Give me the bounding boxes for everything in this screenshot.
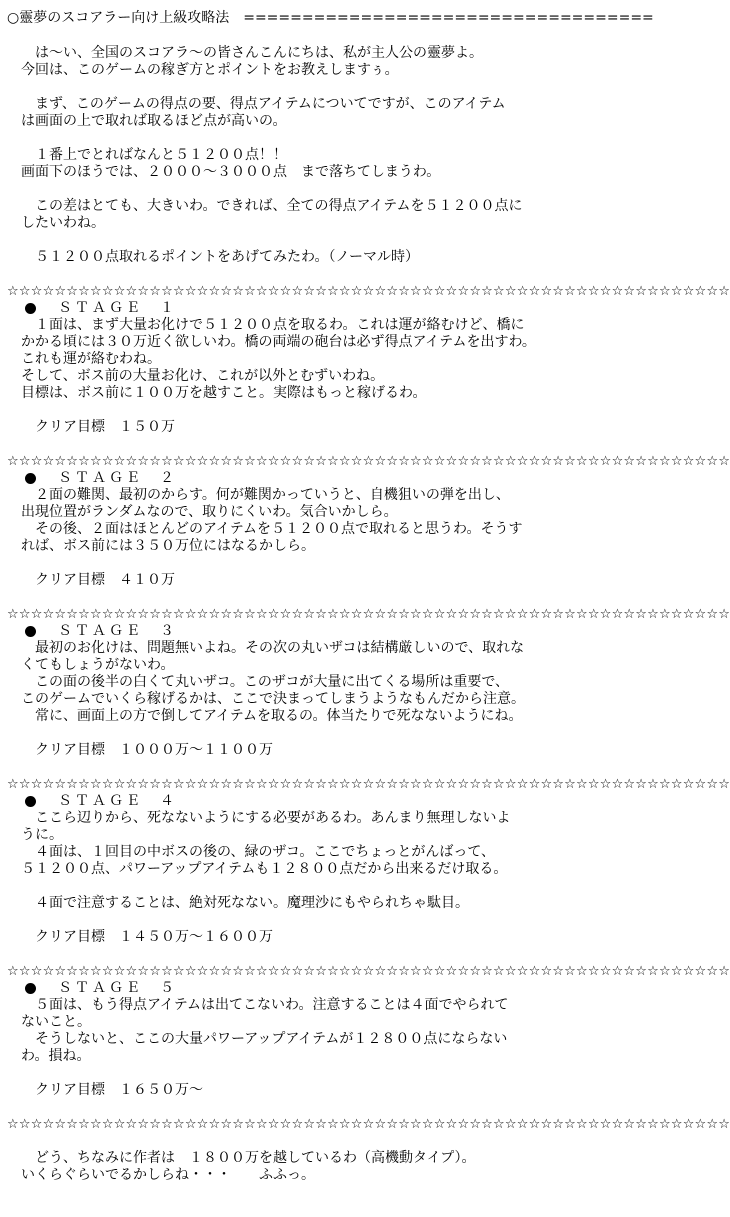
stage-heading: ＳＴＡＧＥ ２ <box>58 470 177 486</box>
stage-line: 最初のお化けは、問題無いよね。その次の丸いザコは結構厳しいので、取れな <box>7 640 525 656</box>
intro-line: したいわね。 <box>7 215 105 231</box>
stage-line: ここら辺りから、死なないようにする必要があるわ。あんまり無理しないよ <box>7 810 511 826</box>
star-divider: ☆☆☆☆☆☆☆☆☆☆☆☆☆☆☆☆☆☆☆☆☆☆☆☆☆☆☆☆☆☆☆☆☆☆☆☆☆☆☆☆☆☆☆☆☆☆☆☆☆☆☆☆☆☆☆☆☆☆☆☆☆ <box>7 1117 730 1132</box>
stage-heading: ＳＴＡＧＥ ３ <box>58 623 177 639</box>
stage-heading: ＳＴＡＧＥ ５ <box>58 980 177 996</box>
clear-target: クリア目標 ４１０万 <box>7 572 175 588</box>
stage-line: １面は、まず大量お化けで５１２００点を取るわ。これは運が絡むけど、橋に <box>7 317 525 333</box>
stage-line: ５１２００点、パワーアップアイテムも１２８００点だから出来るだけ取る。 <box>7 861 508 877</box>
intro-line: ５１２００点取れるポイントをあげてみたわ。（ノーマル時） <box>7 249 420 265</box>
stage-line: ５面は、もう得点アイテムは出てこないわ。注意することは４面でやられて <box>7 997 509 1013</box>
star-divider: ☆☆☆☆☆☆☆☆☆☆☆☆☆☆☆☆☆☆☆☆☆☆☆☆☆☆☆☆☆☆☆☆☆☆☆☆☆☆☆☆☆☆☆☆☆☆☆☆☆☆☆☆☆☆☆☆☆☆☆☆☆ <box>7 607 730 622</box>
intro-line: この差はとても、大きいわ。できれば、全ての得点アイテムを５１２００点に <box>7 198 523 214</box>
stage-line: 目標は、ボス前に１００万を越すこと。実際はもっと稼げるわ。 <box>7 385 427 401</box>
stage-line: ４面は、１回目の中ボスの後の、緑のザコ。ここでちょっとがんばって、 <box>7 844 496 860</box>
stage-line: くてもしょうがないわ。 <box>7 657 175 673</box>
star-divider: ☆☆☆☆☆☆☆☆☆☆☆☆☆☆☆☆☆☆☆☆☆☆☆☆☆☆☆☆☆☆☆☆☆☆☆☆☆☆☆☆☆☆☆☆☆☆☆☆☆☆☆☆☆☆☆☆☆☆☆☆☆ <box>7 454 730 469</box>
stage-line: れば、ボス前には３５０万位にはなるかしら。 <box>7 538 315 554</box>
bullet-icon <box>25 626 36 637</box>
stage-line: 出現位置がランダムなので、取りにくいわ。気合いかしら。 <box>7 504 398 520</box>
stage-line: ないこと。 <box>7 1014 91 1030</box>
star-divider: ☆☆☆☆☆☆☆☆☆☆☆☆☆☆☆☆☆☆☆☆☆☆☆☆☆☆☆☆☆☆☆☆☆☆☆☆☆☆☆☆☆☆☆☆☆☆☆☆☆☆☆☆☆☆☆☆☆☆☆☆☆ <box>7 777 730 792</box>
outro-line: どう、ちなみに作者は １８００万を越しているわ（高機動タイプ）。 <box>7 1150 476 1166</box>
intro-line: 今回は、このゲームの稼ぎ方とポイントをお教えしますぅ。 <box>7 62 399 78</box>
star-divider: ☆☆☆☆☆☆☆☆☆☆☆☆☆☆☆☆☆☆☆☆☆☆☆☆☆☆☆☆☆☆☆☆☆☆☆☆☆☆☆☆☆☆☆☆☆☆☆☆☆☆☆☆☆☆☆☆☆☆☆☆☆ <box>7 284 730 299</box>
stage-line: 常に、画面上の方で倒してアイテムを取るの。体当たりで死なないようにね。 <box>7 708 523 724</box>
bullet-icon <box>25 303 36 314</box>
intro-line: まず、このゲームの得点の要、得点アイテムについてですが、このアイテム <box>7 96 506 112</box>
star-divider: ☆☆☆☆☆☆☆☆☆☆☆☆☆☆☆☆☆☆☆☆☆☆☆☆☆☆☆☆☆☆☆☆☆☆☆☆☆☆☆☆☆☆☆☆☆☆☆☆☆☆☆☆☆☆☆☆☆☆☆☆☆ <box>7 964 730 979</box>
stage-line: これも運が絡むわね。 <box>7 351 161 367</box>
intro-line: は～い、全国のスコアラ～の皆さんこんにちは、私が主人公の靈夢よ。 <box>7 45 483 61</box>
bullet-icon <box>25 473 36 484</box>
stage-line: かかる頃には３０万近く欲しいわ。橋の両端の砲台は必ず得点アイテムを出すわ。 <box>7 334 536 350</box>
intro-line: １番上でとればなんと５１２００点！！ <box>7 147 287 163</box>
bullet-icon <box>25 983 36 994</box>
stage-line: うに。 <box>7 827 63 843</box>
clear-target: クリア目標 １６５０万～ <box>7 1082 203 1098</box>
document-title: ○靈夢のスコアラー向け上級攻略法 =================================== <box>7 10 654 26</box>
stage-line: このゲームでいくら稼げるかは、ここで決まってしまうようなもんだから注意。 <box>7 691 525 707</box>
intro-line: 画面下のほうでは、２０００～３０００点 まで落ちてしまうわ。 <box>7 164 441 180</box>
stage-heading: ＳＴＡＧＥ ４ <box>58 793 177 809</box>
stage-line: そして、ボス前の大量お化け、これが以外とむずいわね。 <box>7 368 385 384</box>
intro-line: は画面の上で取れば取るほど点が高いの。 <box>7 113 287 129</box>
stage-line: その後、２面はほとんどのアイテムを５１２００点で取れると思うわ。そうす <box>7 521 523 537</box>
bullet-icon <box>25 796 36 807</box>
stage-line: そうしないと、ここの大量パワーアップアイテムが１２８００点にならない <box>7 1031 508 1047</box>
stage-heading: ＳＴＡＧＥ １ <box>58 300 177 316</box>
outro-line: いくらぐらいでるかしらね・・・ ふふっ。 <box>7 1167 315 1183</box>
stage-line: ２面の難関、最初のからす。何が難関かっていうと、自機狙いの弾を出し、 <box>7 487 510 503</box>
clear-target: クリア目標 １０００万～１１００万 <box>7 742 273 758</box>
clear-target: クリア目標 １５０万 <box>7 419 175 435</box>
clear-target: クリア目標 １４５０万～１６００万 <box>7 929 273 945</box>
stage-line: この面の後半の白くて丸いザコ。このザコが大量に出てくる場所は重要で、 <box>7 674 510 690</box>
stage-line: ４面で注意することは、絶対死なない。魔理沙にもやられちゃ駄目。 <box>7 895 469 911</box>
stage-line: わ。損ね。 <box>7 1048 91 1064</box>
